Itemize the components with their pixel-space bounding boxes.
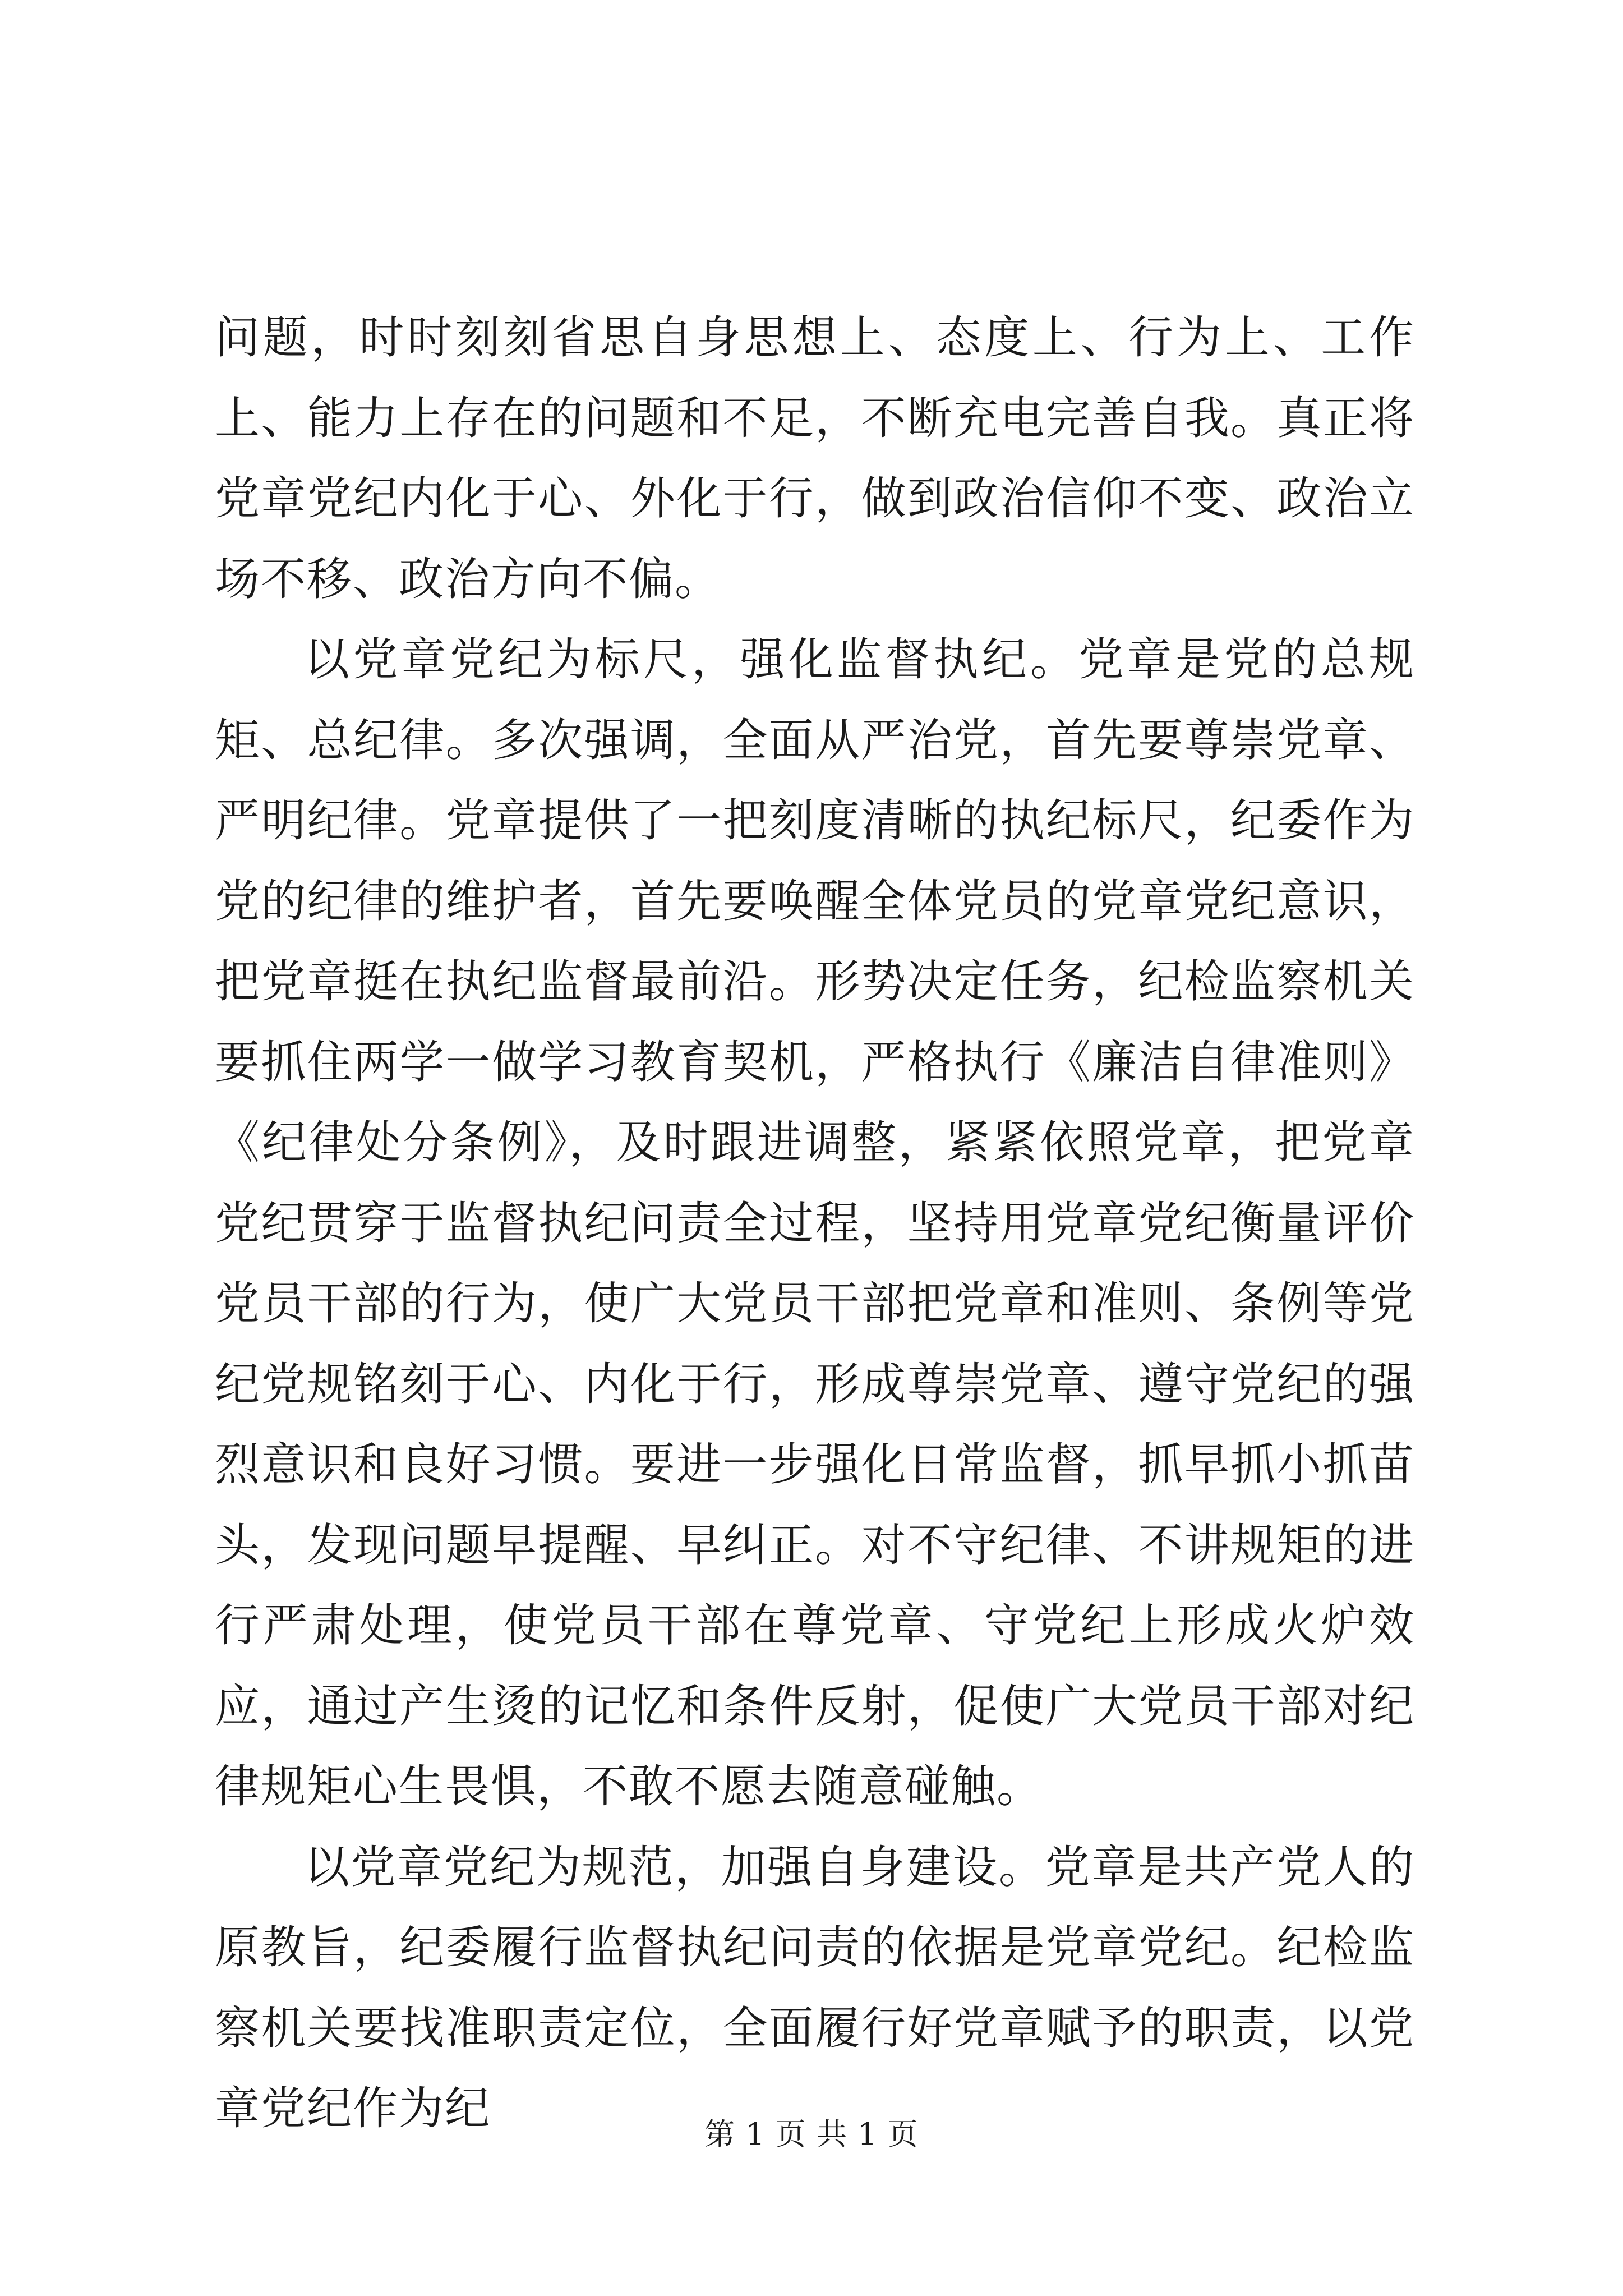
paragraph-2: 以党章党纪为标尺，强化监督执纪。党章是党的总规矩、总纪律。多次强调，全面从严治党，首先要尊崇党章、严明纪律。党章提供了一把刻度清晰的执纪标尺，纪委作为党的纪律的维护者，首先要唤醒全体党员的党章党纪意识，把党章挺在执纪监督最前沿。形势决定任务，纪检监察机关要抓住两学一做学习教育契机，严格执行《廉洁自律准则》《纪律处分条例》，及时跟进调整，紧紧依照党章，把党章党纪贯穿于监督执纪问责全过程，坚持用党章党纪衡量评价党员干部的行为，使广大党员干部把党章和准则、条例等党纪党规铭刻于心、内化于行，形成尊崇党章、遵守党纪的强烈意识和良好习惯。要进一步强化日常监督，抓早抓小抓苗头，发现问题早提醒、早纠正。对不守纪律、不讲规矩的进行严肃处理，使党员干部在尊党章、守党纪上形成火炉效应，通过产生烫的记忆和条件反射，促使广大党员干部对纪律规矩心生畏惧，不敢不愿去随意碰触。 bbox=[215, 633, 1415, 1812]
paragraph-3: 以党章党纪为规范，加强自身建设。党章是共产党人的原教旨，纪委履行监督执纪问责的依据是党章党纪。纪检监察机关要找准职责定位，全面履行好党章赋予的职责，以党章党纪作为纪 bbox=[215, 1841, 1415, 2134]
document-body bbox=[215, 297, 1415, 2149]
paragraph-1: 问题，时时刻刻省思自身思想上、态度上、行为上、工作上、能力上存在的问题和不足，不断充电完善自我。真正将党章党纪内化于心、外化于行，做到政治信仰不变、政治立场不移、政治方向不偏。 bbox=[215, 311, 1415, 605]
page-footer: 第 1 页 共 1 页 bbox=[704, 2116, 919, 2152]
